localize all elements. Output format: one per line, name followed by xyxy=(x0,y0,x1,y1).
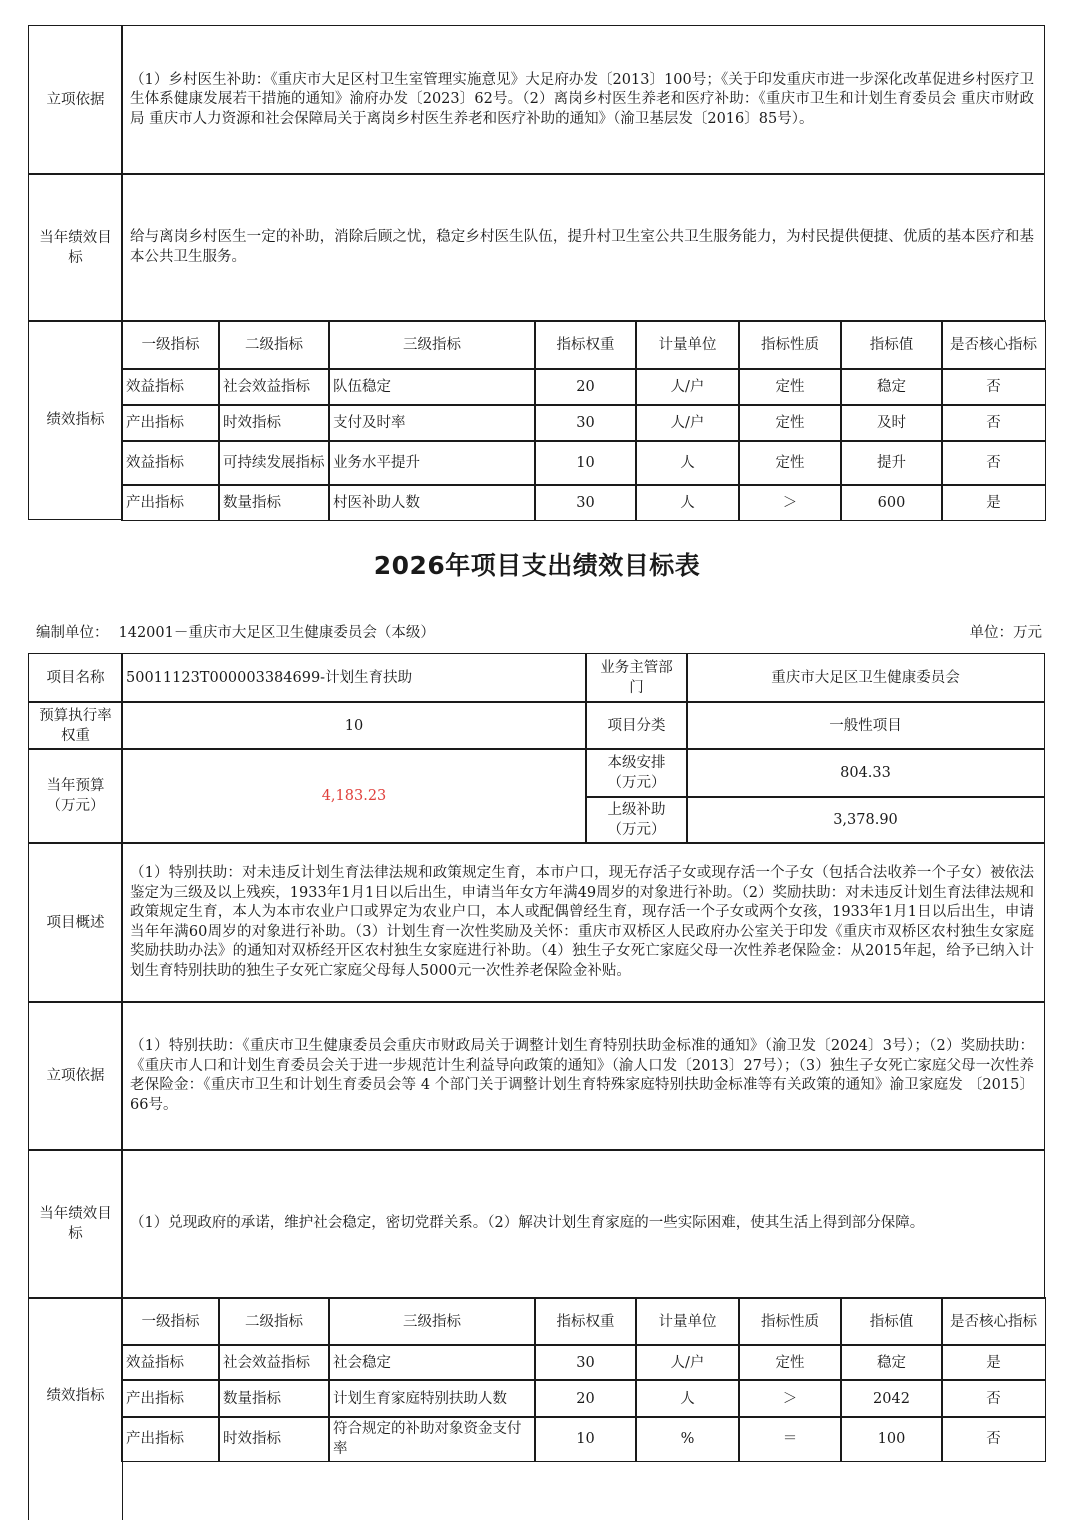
indicator-cell xyxy=(218,1379,330,1418)
local-cell xyxy=(686,748,1045,798)
indicator-cell xyxy=(328,1379,536,1418)
indicator-cell xyxy=(328,1416,536,1462)
budget-label xyxy=(28,748,123,844)
indicator-cell xyxy=(941,484,1046,521)
indicator-cell xyxy=(328,368,536,406)
indicator-header-text: 三级指标 xyxy=(403,1313,461,1330)
indicator-cell-text: 否 xyxy=(986,1390,1001,1407)
indicator-header-text: 三级指标 xyxy=(403,337,461,353)
indicator-cell-text: 业务水平提升 xyxy=(333,455,420,471)
indicator-cell-text: 提升 xyxy=(877,455,906,471)
upper-label xyxy=(585,796,688,844)
indicator-cell xyxy=(218,404,330,442)
indicator-cell xyxy=(840,1416,943,1462)
indicator-cell-text: 计划生育家庭特别扶助人数 xyxy=(333,1390,507,1407)
overview-text: （1）特别扶助：对未违反计划生育法律法规和政策规定生育，本市户口，现无存活子女或现存活一个子女（包括合法收养一个子女）被依法鉴定为三级及以上残疾，1933年1月1日以后出生，申请当年女方年满49周岁的对象进行补助。（2）奖励扶助：对未违反计划生育法律法规和政策规定生育，本人为本市农业户口或界定为农业户口，本人或配偶曾经生育，现存活一个子女或两个女孩，1933年1月1日以后出生，申请当年年满60周岁的对象进行补助。（3）计划生育一次性奖励及关怀：重庆市双桥区人民政府办公室关于印发《重庆市双桥区农村独生女家庭奖励扶助办法》的通知对双桥经开区农村独生女家庭进行补助。（4）独生子女死亡家庭父母一次性养老保险金：从2015年起，给予已纳入计划生育特别扶助的独生子女死亡家庭父母每人5000元一次性养老保险金补贴。 xyxy=(130,865,1034,979)
basis2-cell xyxy=(121,1001,1045,1151)
indicator-header-cell xyxy=(218,320,330,370)
indicator-header-cell xyxy=(121,320,220,370)
indicator-cell xyxy=(121,368,220,406)
indicator-cell-text: 否 xyxy=(986,379,1001,395)
indicator-cell-text: 稳定 xyxy=(877,1354,906,1371)
indicator-cell-text: 10 xyxy=(576,1431,595,1447)
indicator-cell-text: 定性 xyxy=(775,379,805,395)
indicator-cell xyxy=(635,1344,740,1381)
rate-value: 10 xyxy=(344,717,364,734)
project-name-cell xyxy=(121,653,587,703)
indicator-cell-text: 队伍稳定 xyxy=(333,379,391,395)
indicator-cell xyxy=(840,1344,943,1381)
budget-label-text: 当年预算（万元） xyxy=(46,778,105,814)
indicator-cell-text: 10 xyxy=(576,455,595,471)
indicator-cell-text: ＞ xyxy=(782,494,798,511)
goal2-label-text: 当年绩效目标 xyxy=(39,1206,112,1242)
indicator-cell xyxy=(635,404,740,442)
indicator-cell xyxy=(121,440,220,486)
indicator-cell xyxy=(840,368,943,406)
indicator-cell-text: 产出指标 xyxy=(126,1431,184,1447)
indicator-cell xyxy=(840,404,943,442)
dept-label-text: 业务主管部门 xyxy=(600,660,673,696)
indicator-cell xyxy=(328,1344,536,1381)
category-cell xyxy=(686,701,1045,750)
indicator-header-text: 指标值 xyxy=(869,337,914,353)
indicator-cell-text: 人/户 xyxy=(670,415,705,431)
local-label-text: 本级安排（万元） xyxy=(607,755,666,791)
overview-label-text: 项目概述 xyxy=(46,914,105,931)
basis2-label-text: 立项依据 xyxy=(46,1068,105,1084)
indicator-cell-text: 时效指标 xyxy=(223,415,281,431)
basis2-text: （1）特别扶助：《重庆市卫生健康委员会重庆市财政局关于调整计划生育特别扶助金标准的通知》（渝卫发〔2024〕3号）；（2）奖励扶助：《重庆市人口和计划生育委员会关于进一步规范计生利益导向政策的通知》（渝人口发〔2013〕27号）；（3）独生子女死亡家庭父母一次性养老保险金：《重庆市卫生和计划生育委员会等 4 个部门关于调整计划生育特殊家庭特别扶助金标准等有关政策的通知》渝卫家庭发 〔2015〕66号。 xyxy=(130,1038,1034,1113)
indicator-header-text: 是否核心指标 xyxy=(950,1313,1037,1330)
upper-label-text: 上级补助（万元） xyxy=(607,802,666,838)
indicator-cell-text: 可持续发展指标 xyxy=(223,455,325,471)
indicator-cell xyxy=(941,404,1046,442)
indicator-cell-text: 定性 xyxy=(775,415,805,431)
indicator-cell xyxy=(534,440,637,486)
indicator-cell xyxy=(635,1416,740,1462)
indicator-cell-text: 人 xyxy=(680,1390,695,1407)
indicator-cell xyxy=(328,440,536,486)
indicator-cell-text: % xyxy=(680,1431,695,1447)
indicator-cell xyxy=(840,440,943,486)
indicator-header-text: 二级指标 xyxy=(245,1313,303,1330)
indicator-header-cell xyxy=(941,320,1046,370)
indicator-cell xyxy=(738,440,842,486)
indicator-header-text: 一级指标 xyxy=(141,1313,200,1330)
indicator-cell xyxy=(121,1416,220,1462)
indicator-cell xyxy=(738,404,842,442)
indicator-header-text: 一级指标 xyxy=(141,337,200,353)
indicator-cell xyxy=(738,484,842,521)
indicator-cell xyxy=(121,404,220,442)
indicator-cell xyxy=(534,368,637,406)
goal-text: 给与离岗乡村医生一定的补助，消除后顾之忧，稳定乡村医生队伍，提升村卫生室公共卫生服务能力，为村民提供便捷、优质的基本医疗和基本公共卫生服务。 xyxy=(130,229,1034,265)
indicator-cell-text: ＞ xyxy=(782,1390,798,1407)
indicator-cell-text: 支付及时率 xyxy=(333,415,406,431)
goal2-text: （1）兑现政府的承诺，维护社会稳定，密切党群关系。（2）解决计划生育家庭的一些实际困难，使其生活上得到部分保障。 xyxy=(130,1215,925,1232)
rate-cell xyxy=(121,701,587,750)
indicator-header-text: 指标权重 xyxy=(556,1313,615,1330)
indicator-cell-text: 村医补助人数 xyxy=(333,494,420,511)
indicator-cell xyxy=(534,484,637,521)
indicator-cell-text: 数量指标 xyxy=(223,494,281,511)
category-value: 一般性项目 xyxy=(829,717,902,734)
indicators2-label-text: 绩效指标 xyxy=(46,1388,105,1404)
indicator-cell xyxy=(218,484,330,521)
indicator-header-cell xyxy=(328,1297,536,1346)
rate-label xyxy=(28,701,123,750)
indicator-cell-text: 600 xyxy=(877,494,906,511)
indicator-cell-text: 人 xyxy=(680,455,695,471)
indicator-header-text: 指标性质 xyxy=(761,1313,819,1330)
indicator-header-cell xyxy=(840,1297,943,1346)
indicator-cell xyxy=(534,1379,637,1418)
goal2-label xyxy=(28,1149,123,1299)
indicator-cell xyxy=(635,484,740,521)
indicator-cell-text: 及时 xyxy=(877,415,906,431)
indicator-cell-text: 是 xyxy=(986,1354,1001,1371)
dept-value: 重庆市大足区卫生健康委员会 xyxy=(771,670,960,686)
indicator-cell-text: 效益指标 xyxy=(126,379,184,395)
indicator-header-text: 指标性质 xyxy=(761,337,819,353)
page-title: 2026年项目支出绩效目标表 xyxy=(373,551,701,580)
indicator-cell-text: 人 xyxy=(680,494,695,511)
indicator-cell-text: 社会效益指标 xyxy=(223,1354,310,1371)
indicator-cell xyxy=(218,1416,330,1462)
basis-label-text: 立项依据 xyxy=(46,92,105,108)
goal-label-text: 当年绩效目标 xyxy=(39,229,112,266)
indicator-header-cell xyxy=(218,1297,330,1346)
goal-label xyxy=(28,173,123,322)
project-name-label xyxy=(28,653,123,703)
indicator-cell xyxy=(635,368,740,406)
dept-cell xyxy=(686,653,1045,703)
indicator-cell xyxy=(534,404,637,442)
indicator-cell xyxy=(635,1379,740,1418)
indicator-cell xyxy=(738,1416,842,1462)
indicator-cell xyxy=(328,404,536,442)
basis-text: （1）乡村医生补助：《重庆市大足区村卫生室管理实施意见》大足府办发〔2013〕100号；《关于印发重庆市进一步深化改革促进乡村医疗卫生体系健康发展若干措施的通知》渝府办发〔2023〕62号。（2）离岗乡村医生养老和医疗补助：《重庆市卫生和计划生育委员会 重庆市财政局 重庆市人力资源和社会保障局关于离岗乡村医生养老和医疗补助的通知》（渝卫基层发〔2016〕85号）。 xyxy=(130,71,1034,127)
indicator-cell xyxy=(218,368,330,406)
indicator-cell-text: 数量指标 xyxy=(223,1390,281,1407)
overview-cell xyxy=(121,842,1045,1003)
basis-cell xyxy=(121,25,1045,175)
indicator-cell xyxy=(218,1344,330,1381)
category-label-text: 项目分类 xyxy=(607,717,666,734)
indicator-header-cell xyxy=(328,320,536,370)
indicator-cell-text: 30 xyxy=(576,415,595,431)
indicator-cell-text: 时效指标 xyxy=(223,1431,281,1447)
indicator-cell-text: 效益指标 xyxy=(126,455,184,471)
indicators-label xyxy=(28,320,123,520)
upper-cell xyxy=(686,796,1045,844)
indicator-header-text: 计量单位 xyxy=(658,1313,717,1330)
indicator-cell-text: 社会效益指标 xyxy=(223,379,310,395)
indicator-cell xyxy=(738,368,842,406)
indicator-cell xyxy=(534,1344,637,1381)
indicator-header-text: 是否核心指标 xyxy=(950,337,1037,353)
indicators2-label xyxy=(28,1297,123,1520)
indicator-cell-text: 产出指标 xyxy=(126,1390,184,1407)
indicator-cell xyxy=(121,484,220,521)
indicator-cell xyxy=(635,440,740,486)
dept-label xyxy=(585,653,688,703)
overview-label xyxy=(28,842,123,1003)
compiling-unit-label: 编制单位： xyxy=(36,625,109,641)
indicator-cell-text: 30 xyxy=(576,494,595,511)
basis2-label xyxy=(28,1001,123,1151)
indicator-cell xyxy=(121,1379,220,1418)
indicator-cell xyxy=(941,440,1046,486)
indicator-header-text: 二级指标 xyxy=(245,337,303,353)
indicator-cell-text: 20 xyxy=(576,379,595,395)
indicator-cell-text: 否 xyxy=(986,415,1001,431)
indicator-cell-text: 20 xyxy=(576,1390,595,1407)
indicator-cell-text: 产出指标 xyxy=(126,415,184,431)
indicator-header-cell xyxy=(121,1297,220,1346)
project-name-value: 50011123T000003384699-计划生育扶助 xyxy=(126,670,413,686)
indicator-cell xyxy=(218,440,330,486)
indicator-cell-text: 人/户 xyxy=(670,1354,705,1371)
indicator-cell-text: 符合规定的补助对象资金支付率 xyxy=(333,1421,522,1457)
indicator-header-cell xyxy=(738,1297,842,1346)
indicator-cell-text: 100 xyxy=(877,1431,906,1447)
indicator-cell-text: 人/户 xyxy=(670,379,705,395)
indicator-cell xyxy=(840,484,943,521)
compiling-unit-value: 142001－重庆市大足区卫生健康委员会（本级） xyxy=(118,625,435,641)
indicator-cell-text: 是 xyxy=(986,494,1001,511)
indicator-header-text: 计量单位 xyxy=(658,337,717,353)
goal2-cell xyxy=(121,1149,1045,1299)
local-value: 804.33 xyxy=(840,765,891,781)
indicator-cell xyxy=(738,1344,842,1381)
upper-value: 3,378.90 xyxy=(833,812,898,828)
indicator-header-cell xyxy=(635,320,740,370)
indicator-cell-text: 否 xyxy=(986,1431,1001,1447)
indicator-header-text: 指标权重 xyxy=(556,337,615,353)
indicator-cell xyxy=(328,484,536,521)
budget-cell xyxy=(121,748,587,844)
indicator-cell-text: 定性 xyxy=(775,455,805,471)
rate-label-text: 预算执行率权重 xyxy=(39,707,112,744)
indicator-header-cell xyxy=(534,1297,637,1346)
indicator-cell-text: 30 xyxy=(576,1354,595,1371)
category-label xyxy=(585,701,688,750)
indicator-cell-text: ＝ xyxy=(782,1431,798,1447)
indicator-cell-text: 2042 xyxy=(873,1390,910,1407)
indicator-header-cell xyxy=(941,1297,1046,1346)
indicators-label-text: 绩效指标 xyxy=(46,412,105,428)
compiling-unit xyxy=(36,621,435,642)
indicator-cell xyxy=(534,1416,637,1462)
indicator-cell xyxy=(941,1416,1046,1462)
indicator-cell xyxy=(941,1344,1046,1381)
indicator-cell-text: 稳定 xyxy=(877,379,906,395)
indicator-cell-text: 产出指标 xyxy=(126,494,184,511)
indicator-header-cell xyxy=(840,320,943,370)
indicator-cell xyxy=(840,1379,943,1418)
indicator-header-text: 指标值 xyxy=(869,1313,914,1330)
budget-value: 4,183.23 xyxy=(321,788,387,804)
project-name-label-text: 项目名称 xyxy=(46,670,105,686)
indicator-cell-text: 社会稳定 xyxy=(333,1354,391,1371)
indicator-cell-text: 定性 xyxy=(775,1354,805,1371)
local-label xyxy=(585,748,688,798)
indicator-header-cell xyxy=(635,1297,740,1346)
indicator-cell xyxy=(121,1344,220,1381)
currency-unit: 单位：万元 xyxy=(969,625,1042,641)
indicator-header-cell xyxy=(534,320,637,370)
indicator-cell-text: 效益指标 xyxy=(126,1354,184,1371)
basis-label xyxy=(28,25,123,175)
goal-cell xyxy=(121,173,1045,322)
indicator-cell xyxy=(941,1379,1046,1418)
indicator-header-cell xyxy=(738,320,842,370)
indicator-cell xyxy=(738,1379,842,1418)
indicator-cell xyxy=(941,368,1046,406)
indicator-cell-text: 否 xyxy=(986,455,1001,471)
